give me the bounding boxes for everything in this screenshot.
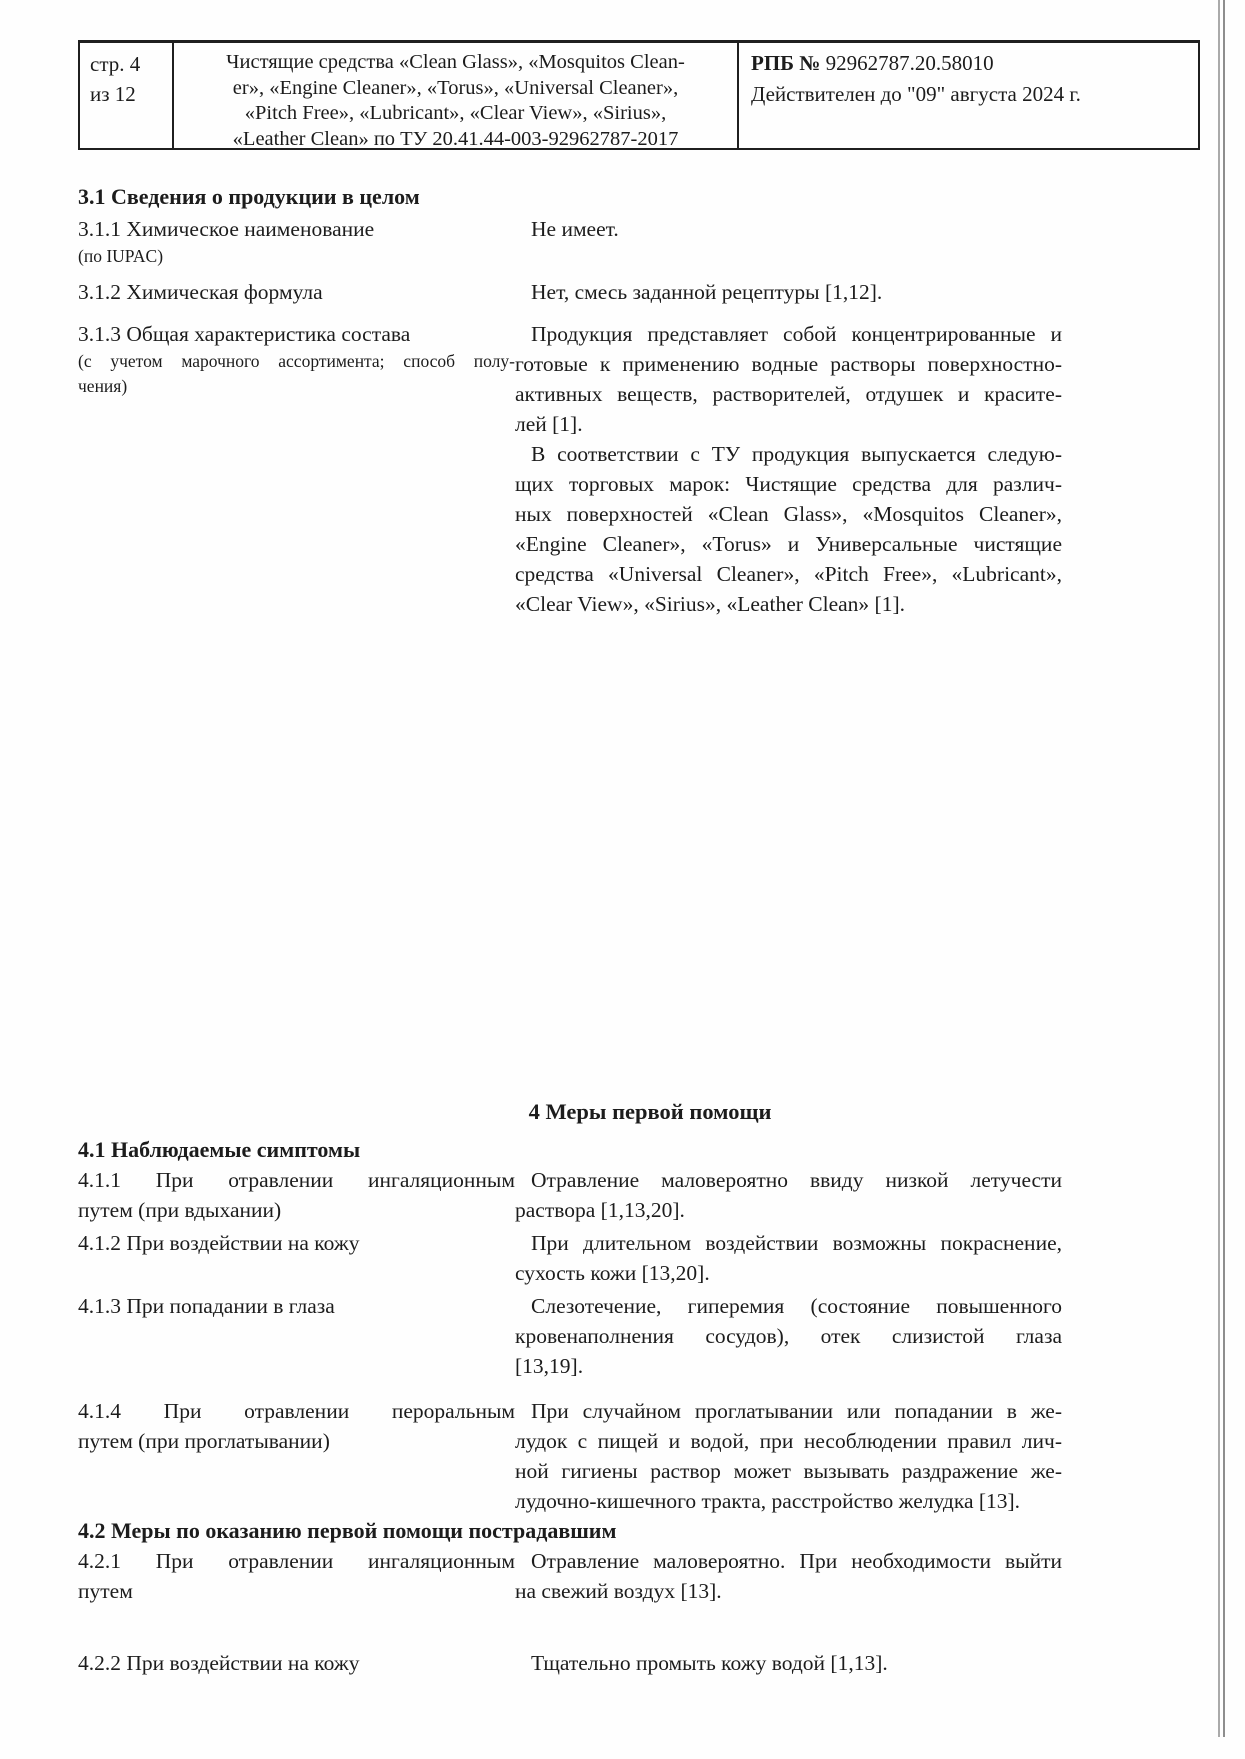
rpb-number: 92962787.20.58010: [825, 51, 994, 75]
item-4-1-3-label: 4.1.3 При попадании в глаза: [78, 1294, 335, 1318]
product-name-cell: [172, 43, 739, 148]
item-3-1-2-label-text: 3.1.2 Химическая формула: [78, 280, 323, 304]
valid-until: Действителен до "09" августа 2024 г.: [751, 82, 1081, 106]
page-number-cell: [80, 43, 172, 148]
item-4-2-1-label: 4.2.1 При отравлении ингаляционным путем: [78, 1549, 515, 1603]
item-3-1-1: [78, 214, 1062, 269]
header-table: [78, 40, 1200, 150]
item-3-1-1-label-text: 3.1.1 Химическое наименование: [78, 217, 375, 241]
item-3-1-3: [78, 319, 1062, 619]
item-3-1-2-label: [78, 277, 515, 307]
section-4-2-title: 4.2 Меры по оказанию первой помощи пострадавшим: [78, 1518, 617, 1543]
item-3-1-1-note: (по IUPAC): [78, 246, 164, 266]
item-4-1-2-label: 4.1.2 При воздействии на кожу: [78, 1231, 360, 1255]
item-3-1-2-value: Нет, смесь заданной рецептуры [1,12].: [531, 280, 883, 304]
item-3-1-3-note: (с учетом марочного ассортимента; способ полу- чения): [78, 351, 515, 396]
section-4-1-title: 4.1 Наблюдаемые симптомы: [78, 1137, 361, 1162]
item-3-1-2: [78, 277, 1062, 307]
item-3-1-3-paragraph-2: В соответствии с ТУ продукция выпускается следую- щих торговых марок: Чистящие средства для различ- ных поверхностей «Clean Glass», «Mosquitos Cleaner», «Engine Cleaner», «Torus» и Универсальные чистящие средства «Universal Cleaner», «Pitch Free», «Lubricant», «Clear View», «Sirius», «Leather Clean» [1].: [515, 442, 1062, 616]
item-3-1-1-label: [78, 214, 515, 269]
item-4-1-2-value: При длительном воздействии возможны покраснение, сухость кожи [13,20].: [515, 1231, 1062, 1285]
item-4-1-1-label: 4.1.1 При отравлении ингаляционным путем (при вдыхании): [78, 1168, 515, 1222]
item-4-2-1-value: Отравление маловероятно. При необходимости выйти на свежий воздух [13].: [515, 1549, 1062, 1603]
section-4-heading: 4 Меры первой помощи: [528, 1099, 772, 1124]
rpb-label: РПБ №: [751, 51, 821, 75]
section-3-1-title: 3.1 Сведения о продукции в целом: [78, 184, 420, 209]
item-4-1-1: [78, 1165, 1062, 1225]
rpb-cell: [739, 43, 1198, 148]
item-3-1-3-value: [515, 319, 1062, 619]
item-4-2-2-value: Тщательно промыть кожу водой [1,13].: [531, 1651, 888, 1675]
item-3-1-3-label-text: 3.1.3 Общая характеристика состава: [78, 322, 411, 346]
item-4-2-2-label: 4.2.2 При воздействии на кожу: [78, 1651, 360, 1675]
content-area: [78, 182, 1062, 1678]
item-4-1-3-value: Слезотечение, гиперемия (состояние повышенного кровенаполнения сосудов), отек слизистой глаза [13,19].: [515, 1294, 1062, 1378]
item-3-1-1-value: Не имеет.: [531, 217, 619, 241]
item-3-1-3-paragraph-1: Продукция представляет собой концентрированные и готовые к применению водные растворы поверхностно- активных веществ, растворителей, отдушек и красите- лей [1].: [515, 322, 1062, 436]
item-4-2-2: [78, 1648, 1062, 1678]
page-number-lines: стр. 4 из 12: [90, 52, 141, 106]
item-4-1-4-label: 4.1.4 При отравлении пероральным путем (при проглатывании): [78, 1399, 515, 1453]
item-3-1-3-label: [78, 319, 515, 619]
scan-edge-line: [1218, 0, 1225, 1737]
item-4-1-4: [78, 1396, 1062, 1516]
rpb-number-line: [751, 48, 1188, 79]
item-4-1-2: [78, 1228, 1062, 1288]
item-4-1-3: [78, 1291, 1062, 1381]
blank-area: [78, 619, 1062, 1097]
item-4-1-4-value: При случайном проглатывании или попадании в же- лудок с пищей и водой, при несоблюдении правил лич- ной гигиены раствор может вызывать раздражение же- лудочно-кишечного тракта, расстройство желудка [13].: [515, 1399, 1062, 1513]
item-4-2-1: [78, 1546, 1062, 1606]
product-name-lines: Чистящие средства «Clean Glass», «Mosquitos Clean- er», «Engine Cleaner», «Torus», «Universal Cleaner», «Pitch Free», «Lubricant», «Clear View», «Sirius», «Leather Clean» по ТУ 20.41.44-003-92962787-2017: [226, 51, 685, 150]
item-4-1-1-value: Отравление маловероятно ввиду низкой летучести раствора [1,13,20].: [515, 1168, 1062, 1222]
